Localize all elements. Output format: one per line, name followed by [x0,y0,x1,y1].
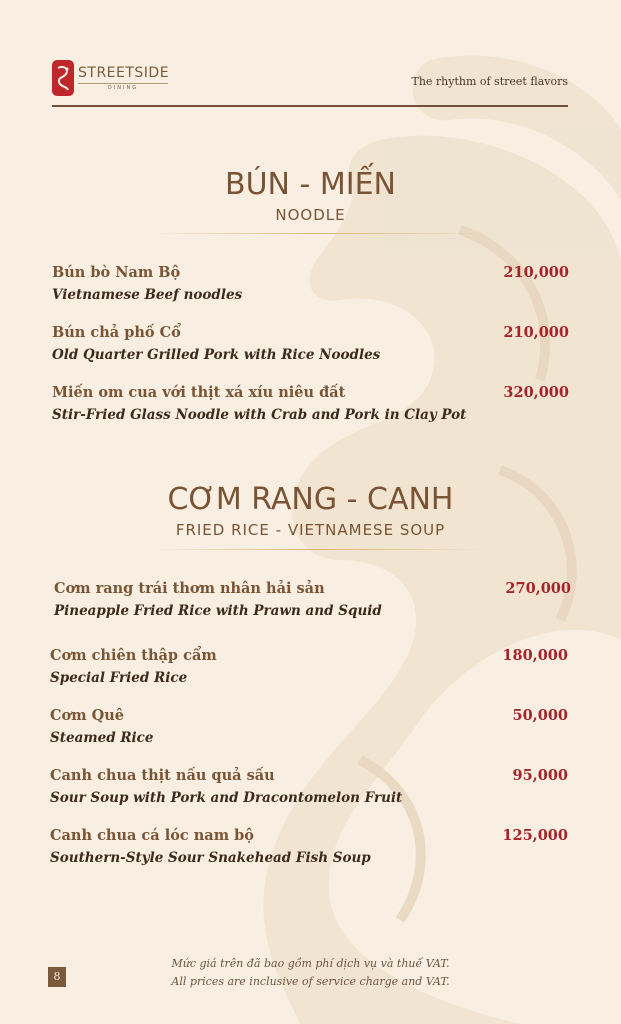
item-name-vi: Canh chua thịt nấu quả sấu [50,767,275,784]
section-title-rice-soup: CƠM RANG - CANH [167,482,454,517]
menu-item [50,767,402,806]
item-name-vi: Bún chả phố Cổ [52,324,181,341]
menu-item [50,707,154,746]
price-note-en: All prices are inclusive of service charge and VAT. [171,975,450,988]
dragon-emblem-icon [52,60,74,96]
brand-logo [52,60,169,96]
item-price: 210,000 [503,324,569,341]
section-divider [150,233,490,234]
item-price: 50,000 [512,707,568,724]
item-price: 180,000 [502,647,568,664]
price-note-vi: Mức giá trên đã bao gồm phí dịch vụ và thuế VAT. [171,957,450,970]
item-name-vi: Bún bò Nam Bộ [52,264,181,281]
menu-item [52,324,380,363]
item-name-vi: Miến om cua với thịt xá xíu niêu đất [52,384,346,401]
item-name-en: Vietnamese Beef noodles [52,287,243,303]
item-price: 320,000 [503,384,569,401]
section-divider [150,549,490,550]
item-name-en: Sour Soup with Pork and Dracontomelon Fruit [50,790,403,806]
item-name-en: Steamed Rice [50,730,154,746]
item-name-vi: Cơm rang trái thơm nhân hải sản [54,580,325,597]
menu-item [52,384,466,423]
item-name-vi: Cơm Quê [50,707,125,724]
menu-item [54,580,382,619]
tagline: The rhythm of street flavors [411,75,568,88]
item-price: 95,000 [512,767,568,784]
section-subtitle-noodle: NOODLE [275,206,346,224]
item-name-vi: Canh chua cá lóc nam bộ [50,827,254,844]
item-name-en: Southern-Style Sour Snakehead Fish Soup [50,850,371,866]
item-name-vi: Cơm chiên thập cẩm [50,647,217,664]
menu-item [50,647,217,686]
menu-item [52,264,242,303]
header-divider [52,105,568,107]
page-header [52,60,568,110]
item-name-en: Pineapple Fried Rice with Prawn and Squid [54,603,382,619]
section-title-noodle: BÚN - MIẾN [224,167,396,202]
section-subtitle-rice-soup: FRIED RICE - VIETNAMESE SOUP [175,521,446,539]
item-price: 125,000 [502,827,568,844]
item-price: 210,000 [503,264,569,281]
menu-item [50,827,371,866]
logo-name: STREETSIDE [78,65,170,81]
item-name-en: Stir-Fried Glass Noodle with Crab and Pork in Clay Pot [52,407,467,423]
item-price: 270,000 [505,580,571,597]
page-number: 8 [48,967,66,987]
logo-subtitle: DINING [78,83,168,91]
item-name-en: Old Quarter Grilled Pork with Rice Noodles [52,347,381,363]
item-name-en: Special Fried Rice [50,670,188,686]
